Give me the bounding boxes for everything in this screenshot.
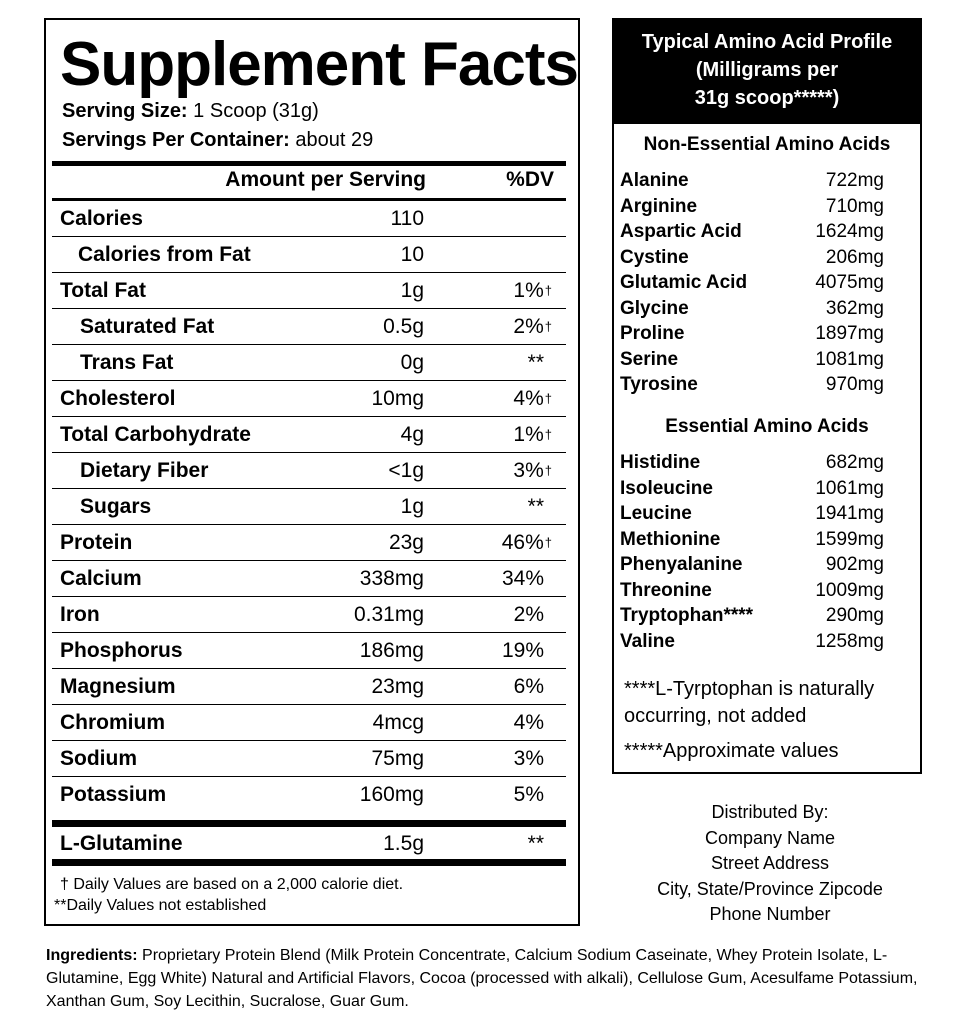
amino-acid-row bbox=[618, 323, 884, 349]
amino-acid-row bbox=[618, 349, 884, 375]
nutrient-row bbox=[52, 273, 566, 309]
amino-acid-row bbox=[618, 247, 884, 273]
essential-title: Essential Amino Acids bbox=[665, 416, 869, 437]
dv-value: 3% bbox=[513, 747, 544, 770]
nutrient-row bbox=[52, 561, 566, 597]
amino-acid-value: 1897mg bbox=[815, 323, 884, 344]
ingredients bbox=[46, 944, 946, 1013]
nutrient-name: Phosphorus bbox=[60, 639, 183, 662]
nutrient-row bbox=[52, 705, 566, 741]
amino-acid-value: 682mg bbox=[825, 452, 884, 473]
tryptophan-note: ****L-Tyrptophan is naturally occurring, not added bbox=[624, 678, 875, 727]
nutrient-row bbox=[52, 345, 566, 381]
facts-title: Supplement Facts bbox=[60, 30, 578, 99]
phone-number: Phone Number bbox=[709, 904, 831, 924]
nutrient-name: Magnesium bbox=[60, 675, 176, 698]
ingredients-label: Ingredients: bbox=[46, 947, 138, 964]
amino-acid-name: Methionine bbox=[620, 528, 721, 550]
dv-value: ** bbox=[527, 495, 544, 518]
nutrient-dv bbox=[513, 315, 552, 339]
amino-acid-name: Leucine bbox=[620, 503, 692, 524]
amino-acid-value: 1061mg bbox=[815, 477, 884, 499]
nutrient-name: Sodium bbox=[60, 747, 137, 770]
nutrient-row bbox=[52, 741, 566, 777]
nutrient-amount: 10 bbox=[400, 243, 424, 266]
nutrient-name: Sugars bbox=[80, 495, 152, 518]
nutrient-name: Protein bbox=[60, 531, 133, 554]
amino-acid-name: Alanine bbox=[620, 170, 689, 191]
nutrient-amount: 1.5g bbox=[383, 832, 424, 855]
servings-per-container bbox=[62, 129, 373, 152]
amino-acid-name: Isoleucine bbox=[620, 477, 713, 499]
ingredients-text: Proprietary Protein Blend (Milk Protein Concentrate, Calcium Sodium Caseinate, Whey Protein Isolate, L-Glutamine, Egg White) Natural and Artificial Flavors, Cocoa (processed with alkali), Cellulose Gum, Acesulfame Potassium, Xanthan Gum, Soy Lecithin, Sucralose, Guar Gum. bbox=[46, 947, 918, 1010]
nutrient-dv bbox=[514, 783, 544, 807]
nutrient-dv bbox=[502, 639, 544, 663]
amino-acid-row bbox=[618, 374, 884, 400]
amino-acid-row bbox=[618, 298, 884, 324]
nutrient-amount: 338mg bbox=[359, 567, 424, 590]
amino-acid-row bbox=[618, 554, 884, 580]
footnote-not-established: **Daily Values not established bbox=[54, 897, 267, 914]
nutrient-dv: ** bbox=[527, 832, 544, 855]
amino-acid-row bbox=[618, 221, 884, 247]
city-state-zip: City, State/Province Zipcode bbox=[657, 878, 883, 899]
nutrient-name: Chromium bbox=[60, 711, 165, 734]
dagger-mark: † bbox=[544, 463, 552, 478]
nutrient-name: Cholesterol bbox=[60, 387, 176, 410]
nutrient-row bbox=[52, 237, 566, 273]
amino-acid-name: Glutamic Acid bbox=[620, 272, 748, 293]
nutrient-dv bbox=[528, 495, 544, 519]
nutrient-amount: 0.31mg bbox=[353, 603, 424, 626]
nutrient-row bbox=[52, 525, 566, 561]
dagger-mark: † bbox=[544, 319, 552, 334]
serving-size bbox=[62, 100, 319, 123]
amino-acid-value: 290mg bbox=[825, 605, 884, 626]
nutrient-name: Calcium bbox=[60, 567, 142, 590]
nutrient-row bbox=[52, 597, 566, 633]
nutrient-row bbox=[52, 453, 566, 489]
serving-size-label: Serving Size: bbox=[62, 100, 188, 122]
nutrient-amount: 75mg bbox=[371, 747, 424, 770]
nutrient-amount: <1g bbox=[388, 459, 424, 482]
dv-value: 19% bbox=[501, 639, 544, 662]
amino-acid-value: 1941mg bbox=[815, 503, 884, 524]
nutrient-amount: 0g bbox=[400, 351, 424, 374]
dagger-mark: † bbox=[544, 535, 552, 550]
nutrient-amount: 0.5g bbox=[383, 315, 424, 338]
dv-value: 5% bbox=[513, 783, 544, 806]
amino-header bbox=[614, 20, 920, 124]
nutrient-amount: 23mg bbox=[371, 675, 424, 698]
amino-acid-name: Serine bbox=[620, 348, 679, 370]
nonessential-title: Non-Essential Amino Acids bbox=[643, 134, 891, 155]
dv-column-header: %DV bbox=[506, 168, 554, 191]
nutrient-amount: 160mg bbox=[359, 783, 424, 806]
nutrient-row bbox=[52, 417, 566, 453]
amino-header-line3: 31g scoop*****) bbox=[694, 87, 840, 109]
amino-acid-name: Threonine bbox=[620, 579, 712, 601]
nutrient-name: Total Carbohydrate bbox=[60, 423, 251, 446]
dv-value: 2% bbox=[513, 603, 544, 626]
nutrient-dv bbox=[514, 675, 544, 699]
amino-acid-name: Tryptophan**** bbox=[620, 605, 754, 626]
amino-acid-value: 4075mg bbox=[815, 272, 884, 293]
dv-value: 3% bbox=[513, 459, 544, 482]
glutamine-row bbox=[52, 827, 566, 859]
amino-acid-value: 1599mg bbox=[815, 528, 884, 550]
amino-acid-name: Arginine bbox=[620, 195, 698, 217]
amino-acid-row bbox=[618, 196, 884, 222]
nutrient-dv bbox=[502, 567, 544, 591]
amino-acid-name: Proline bbox=[620, 323, 685, 344]
dv-value: 1% bbox=[513, 279, 544, 302]
amino-acid-row bbox=[618, 580, 884, 606]
amino-acid-row bbox=[618, 631, 884, 657]
amino-acid-value: 902mg bbox=[825, 554, 884, 575]
nutrient-amount: 4g bbox=[400, 423, 424, 446]
nutrient-row bbox=[52, 201, 566, 237]
nutrient-dv bbox=[502, 531, 552, 555]
thick-divider bbox=[52, 820, 566, 827]
amino-acid-row bbox=[618, 529, 884, 555]
nutrient-row bbox=[52, 309, 566, 345]
thick-divider bbox=[52, 859, 566, 866]
amino-acid-value: 722mg bbox=[825, 170, 884, 191]
amino-acid-value: 1081mg bbox=[815, 348, 884, 370]
amino-acid-value: 1258mg bbox=[815, 630, 884, 652]
dv-value: 1% bbox=[513, 423, 544, 446]
nutrient-row bbox=[52, 489, 566, 525]
amino-acid-value: 710mg bbox=[825, 195, 884, 217]
company-name: Company Name bbox=[704, 827, 836, 848]
nutrient-row bbox=[52, 633, 566, 669]
distributor-info bbox=[620, 800, 920, 928]
column-header bbox=[52, 166, 566, 198]
amino-acid-name: Glycine bbox=[620, 297, 689, 319]
amino-header-line1: Typical Amino Acid Profile bbox=[641, 31, 893, 53]
dv-value: 6% bbox=[513, 675, 544, 698]
amino-acid-row bbox=[618, 272, 884, 298]
amino-acid-value: 1624mg bbox=[815, 221, 884, 242]
nutrient-dv bbox=[513, 279, 552, 303]
footnote-daily-values: † Daily Values are based on a 2,000 calorie diet. bbox=[60, 876, 404, 893]
nutrient-amount: 1g bbox=[400, 279, 424, 302]
nutrient-name: Potassium bbox=[60, 783, 167, 806]
nutrient-rows bbox=[52, 201, 566, 813]
amino-acid-value: 1009mg bbox=[815, 579, 884, 601]
nutrient-name: Total Fat bbox=[60, 279, 146, 302]
serving-size-value: 1 Scoop (31g) bbox=[193, 100, 319, 122]
nutrient-name: Dietary Fiber bbox=[80, 459, 209, 482]
nutrient-name: L-Glutamine bbox=[60, 832, 183, 855]
amino-acid-value: 362mg bbox=[825, 297, 884, 319]
nutrient-amount: 186mg bbox=[359, 639, 424, 662]
approximate-note: *****Approximate values bbox=[624, 740, 839, 762]
amino-acid-row bbox=[618, 478, 884, 504]
dv-value: 46% bbox=[501, 531, 544, 554]
amino-acid-name: Valine bbox=[620, 630, 675, 652]
amino-acid-name: Histidine bbox=[620, 452, 701, 473]
nutrient-amount: 110 bbox=[390, 207, 424, 230]
nutrient-amount: 1g bbox=[400, 495, 424, 518]
amino-acid-name: Aspartic Acid bbox=[620, 221, 742, 242]
dv-value: 34% bbox=[501, 567, 544, 590]
nonessential-list bbox=[618, 170, 884, 400]
amino-acid-name: Phenyalanine bbox=[620, 554, 743, 575]
amino-acid-name: Cystine bbox=[620, 246, 689, 268]
nutrient-row bbox=[52, 777, 566, 813]
nutrient-dv bbox=[528, 351, 544, 375]
servings-value: about 29 bbox=[295, 129, 374, 151]
dagger-mark: † bbox=[544, 391, 552, 406]
servings-label: Servings Per Container: bbox=[62, 129, 290, 151]
nutrient-amount: 10mg bbox=[371, 387, 424, 410]
amino-acid-row bbox=[618, 170, 884, 196]
amount-column-header: Amount per Serving bbox=[225, 168, 426, 191]
nutrient-name: Calories bbox=[60, 207, 143, 230]
essential-list bbox=[618, 452, 884, 656]
nutrient-dv bbox=[514, 603, 544, 627]
dv-value: ** bbox=[527, 351, 544, 374]
amino-acid-panel bbox=[612, 18, 922, 774]
dagger-mark: † bbox=[544, 427, 552, 442]
street-address: Street Address bbox=[710, 853, 830, 873]
amino-header-line2: (Milligrams per bbox=[695, 59, 839, 81]
nutrient-name: Saturated Fat bbox=[80, 315, 215, 338]
distributor-label: Distributed By: bbox=[711, 802, 829, 822]
supplement-facts-panel bbox=[44, 18, 580, 926]
amino-acid-row bbox=[618, 605, 884, 631]
nutrient-amount: 23g bbox=[388, 531, 424, 554]
amino-acid-value: 970mg bbox=[825, 374, 884, 395]
dv-value: 2% bbox=[513, 315, 544, 338]
dv-value: 4% bbox=[513, 387, 544, 410]
nutrient-dv bbox=[514, 747, 544, 771]
nutrient-dv bbox=[513, 387, 552, 411]
nutrient-name: Calories from Fat bbox=[78, 243, 251, 266]
nutrient-row bbox=[52, 669, 566, 705]
amino-acid-row bbox=[618, 503, 884, 529]
dagger-mark: † bbox=[544, 283, 552, 298]
nutrient-dv bbox=[513, 423, 552, 447]
nutrient-amount: 4mcg bbox=[372, 711, 424, 734]
dv-value: 4% bbox=[513, 711, 544, 734]
amino-acid-name: Tyrosine bbox=[620, 374, 698, 395]
nutrient-name: Iron bbox=[60, 603, 100, 626]
nutrient-name: Trans Fat bbox=[80, 351, 174, 374]
nutrient-dv bbox=[513, 459, 552, 483]
amino-acid-value: 206mg bbox=[825, 246, 884, 268]
nutrient-row bbox=[52, 381, 566, 417]
amino-acid-row bbox=[618, 452, 884, 478]
nutrient-dv bbox=[514, 711, 544, 735]
